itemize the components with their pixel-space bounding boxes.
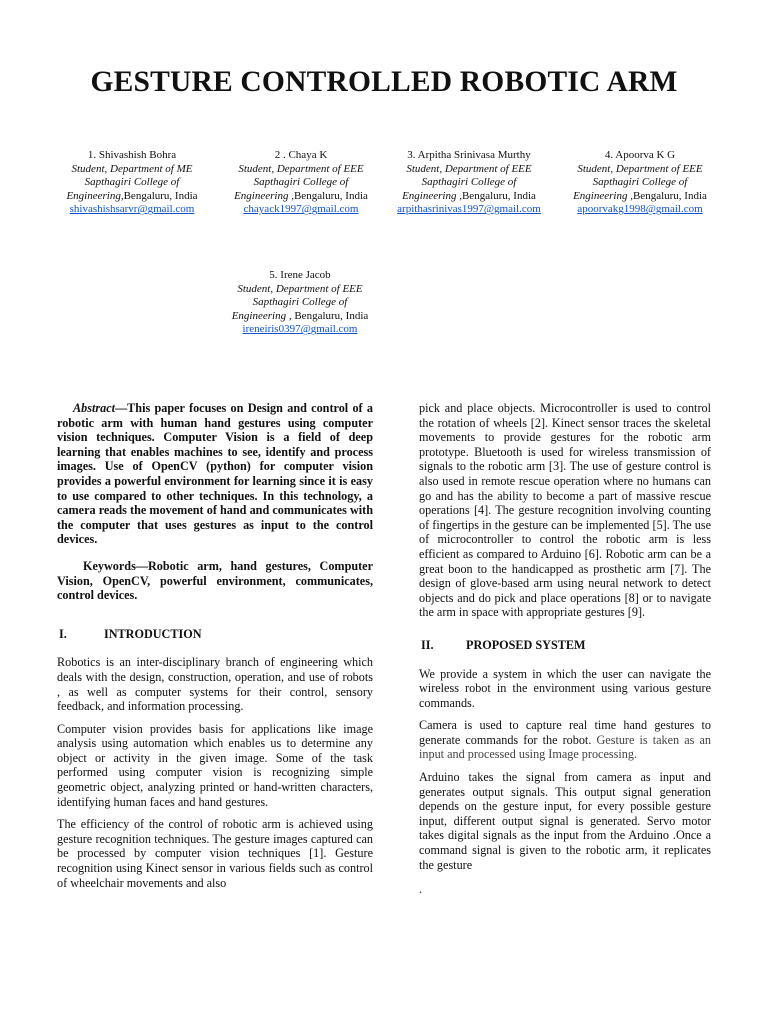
section-number: I. xyxy=(59,626,67,641)
author-college: Sapthagiri College of xyxy=(252,296,348,309)
author-email-link[interactable]: arpithasrinivas1997@gmail.com xyxy=(397,203,541,216)
author-location: Engineering , Bengaluru, India xyxy=(231,309,369,322)
author-name: 3. Arpitha Srinivasa Murthy xyxy=(407,149,531,161)
author-college: Sapthagiri College of xyxy=(421,176,517,189)
author-email-link[interactable]: shivashishsarvr@gmail.com xyxy=(69,203,195,216)
intro-paragraph-1: Robotics is an inter-disciplinary branch of engineering which deals with the design, construction, operation, and use of robots , as well as computer systems for their control, sensory feedback, and information processing. xyxy=(57,655,373,714)
section-number: II. xyxy=(421,637,434,652)
intro-paragraph-3: The efficiency of the control of robotic arm is achieved using gesture recognition techniques. The gesture images captured can be processed by computer vision techniques [1]. Gesture recognition using Kinect sensor in various fields such as control of wheelchair movements and also xyxy=(57,817,373,890)
abstract-text: —This paper focuses on Design and control of a robotic arm with human hand gestures using computer vision techniques. Computer Vision is a field of deep learning that enables machines to see, identify and process images. Use of OpenCV (python) for computer vision provides a powerful environment for learning since it is easy to use compared to other techniques. In this technology, a camera reads the movement of hand and communicates with the computer that uses gestures as input to the control devices. xyxy=(57,401,373,547)
author-name: 4. Apoorva K G xyxy=(604,149,676,161)
section-heading-proposed-system xyxy=(419,638,711,653)
abstract-label: Abstract xyxy=(73,401,115,415)
author-name: 1. Shivashish Bohra xyxy=(87,149,177,161)
author-block-3 xyxy=(384,149,554,217)
author-location: Engineering ,Bengaluru, India xyxy=(402,189,536,202)
keywords: Keywords—Robotic arm, hand gestures, Computer Vision, OpenCV, powerful environment, communicates, control devices. xyxy=(57,558,373,603)
author-block-1 xyxy=(52,149,212,217)
author-email-link[interactable]: apoorvakg1998@gmail.com xyxy=(577,203,703,216)
author-college: Sapthagiri College of xyxy=(592,176,688,189)
author-name: 5. Irene Jacob xyxy=(269,269,331,281)
left-column xyxy=(57,401,373,898)
author-department: Student, Department of EEE xyxy=(237,282,363,295)
paper-title: GESTURE CONTROLLED ROBOTIC ARM xyxy=(90,66,678,98)
author-location: Engineering ,Bengaluru, India xyxy=(573,189,707,202)
author-block-5 xyxy=(220,269,380,337)
proposed-paragraph-3: Arduino takes the signal from camera as input and generates output signals. This output signal generation depends on the gesture input, for every possible gesture input, different output signal is generated. Servo motor takes digital signals as the input from the Arduino .Once a command signal is given to the robotic arm, it replicates the gesture xyxy=(419,770,711,872)
author-email-link[interactable]: chayack1997@gmail.com xyxy=(243,203,359,216)
intro-paragraph-2: Computer vision provides basis for applications like image analysis using automation which enables us to determine any object or activity in the given image. Some of the task performed using computer vision is recognizing simple geometric object, analyzing printed or hand-written characters, identifying human faces and hand gestures. xyxy=(57,721,373,809)
author-department: Student, Department of EEE xyxy=(577,162,703,175)
intro-continuation-paragraph: pick and place objects. Microcontroller is used to control the rotation of wheels [2]. Kinect sensor traces the skeletal movements to provide gestures for the robotic arm prototype. Bluetooth is used for wireless transmission of signals to the robotic arm [3]. The use of gesture control is also used in remote rescue operation where no humans can go and has the ability to become a part of massive rescue operations [4]. The gesture recognition involving counting of fingertips in the gesture can be implemented [5]. The use of microcontroller to control the robotic arm is less efficient as compared to Arduino [6]. Robotic arm can be a great boon to the handicapped as prosthetic arm [7]. The design of glove-based arm using neural network to detect objects and do pick and place operations [8] or to navigate the arm in space with appropriate gestures [9]. xyxy=(419,401,711,620)
author-college: Sapthagiri College of xyxy=(253,176,349,189)
section-title: INTRODUCTION xyxy=(104,626,202,641)
author-block-2 xyxy=(221,149,381,217)
proposed-paragraph-1: We provide a system in which the user can navigate the wireless robot in the environment using various gesture commands. xyxy=(419,666,711,710)
author-name: 2 . Chaya K xyxy=(274,149,328,161)
author-email-link[interactable]: ireneiris0397@gmail.com xyxy=(242,323,358,336)
right-column xyxy=(419,401,711,905)
abstract xyxy=(57,401,373,547)
author-department: Student, Department of EEE xyxy=(406,162,532,175)
section-heading-introduction xyxy=(57,627,373,642)
author-location: Engineering ,Bengaluru, India xyxy=(234,189,368,202)
author-block-4 xyxy=(560,149,720,217)
author-location: Engineering,Bengaluru, India xyxy=(66,189,198,202)
section-title: PROPOSED SYSTEM xyxy=(466,637,586,652)
author-department: Student, Department of ME xyxy=(71,162,193,175)
author-department: Student, Department of EEE xyxy=(238,162,364,175)
proposed-paragraph-2: Camera is used to capture real time hand gestures to generate commands for the robot. Gesture is taken as an input and processed using Image processing. xyxy=(419,718,711,762)
author-college: Sapthagiri College of xyxy=(84,176,180,189)
trailing-period: . xyxy=(419,882,423,897)
